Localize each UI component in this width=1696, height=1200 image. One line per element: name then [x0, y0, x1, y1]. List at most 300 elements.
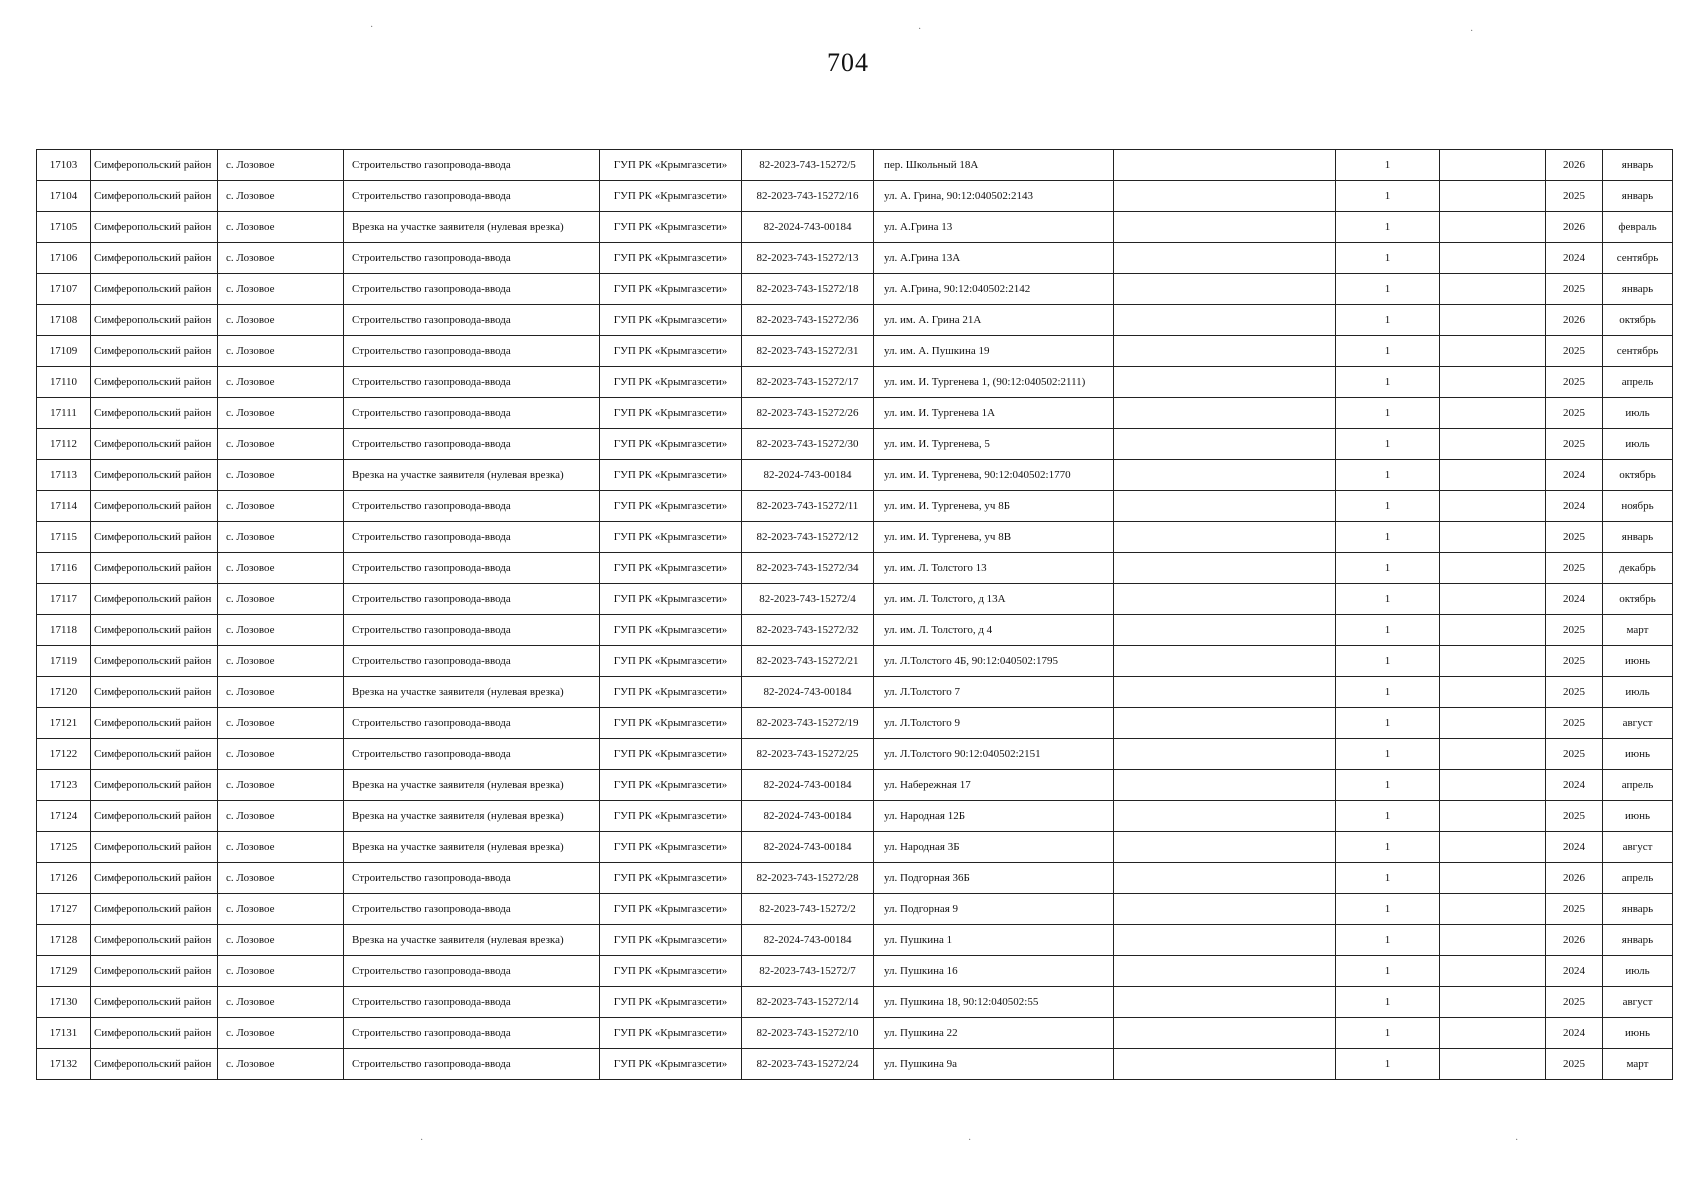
work-type-cell: Строительство газопровода-ввода: [344, 708, 600, 739]
blank-cell: [1114, 243, 1336, 274]
address-cell: ул. А. Грина, 90:12:040502:2143: [874, 181, 1114, 212]
contract-code-cell: 82-2023-743-15272/2: [742, 894, 874, 925]
blank-cell: [1114, 801, 1336, 832]
village-cell: с. Лозовое: [218, 584, 344, 615]
month-cell: январь: [1603, 181, 1673, 212]
year-cell: 2025: [1546, 367, 1603, 398]
blank-cell: [1114, 491, 1336, 522]
blank-cell: [1114, 708, 1336, 739]
address-cell: пер. Школьный 18А: [874, 150, 1114, 181]
month-cell: июль: [1603, 398, 1673, 429]
year-cell: 2025: [1546, 181, 1603, 212]
row-number: 17127: [37, 894, 91, 925]
address-cell: ул. им. И. Тургенева 1, (90:12:040502:2111): [874, 367, 1114, 398]
address-cell: ул. А.Грина 13: [874, 212, 1114, 243]
village-cell: с. Лозовое: [218, 987, 344, 1018]
month-cell: февраль: [1603, 212, 1673, 243]
blank-cell: [1114, 615, 1336, 646]
organization-cell: ГУП РК «Крымгазсети»: [600, 1049, 742, 1080]
work-type-cell: Строительство газопровода-ввода: [344, 1049, 600, 1080]
blank-cell: [1440, 956, 1546, 987]
month-cell: январь: [1603, 150, 1673, 181]
quantity-cell: 1: [1336, 801, 1440, 832]
organization-cell: ГУП РК «Крымгазсети»: [600, 274, 742, 305]
contract-code-cell: 82-2023-743-15272/10: [742, 1018, 874, 1049]
blank-cell: [1114, 1049, 1336, 1080]
district-cell: Симферопольский район: [91, 305, 218, 336]
year-cell: 2025: [1546, 553, 1603, 584]
blank-cell: [1114, 522, 1336, 553]
contract-code-cell: 82-2024-743-00184: [742, 677, 874, 708]
year-cell: 2025: [1546, 801, 1603, 832]
contract-code-cell: 82-2023-743-15272/32: [742, 615, 874, 646]
work-type-cell: Строительство газопровода-ввода: [344, 615, 600, 646]
quantity-cell: 1: [1336, 150, 1440, 181]
blank-cell: [1440, 460, 1546, 491]
quantity-cell: 1: [1336, 522, 1440, 553]
year-cell: 2024: [1546, 1018, 1603, 1049]
table-row: [37, 863, 1673, 894]
month-cell: август: [1603, 987, 1673, 1018]
table-row: [37, 522, 1673, 553]
table-row: [37, 274, 1673, 305]
blank-cell: [1440, 739, 1546, 770]
village-cell: с. Лозовое: [218, 491, 344, 522]
organization-cell: ГУП РК «Крымгазсети»: [600, 863, 742, 894]
village-cell: с. Лозовое: [218, 336, 344, 367]
address-cell: ул. Подгорная 9: [874, 894, 1114, 925]
address-cell: ул. им. Л. Толстого, д 13А: [874, 584, 1114, 615]
quantity-cell: 1: [1336, 708, 1440, 739]
table-row: [37, 1049, 1673, 1080]
village-cell: с. Лозовое: [218, 770, 344, 801]
table-row: [37, 646, 1673, 677]
month-cell: март: [1603, 615, 1673, 646]
year-cell: 2025: [1546, 398, 1603, 429]
quantity-cell: 1: [1336, 1049, 1440, 1080]
blank-cell: [1440, 243, 1546, 274]
table-row: [37, 615, 1673, 646]
organization-cell: ГУП РК «Крымгазсети»: [600, 243, 742, 274]
quantity-cell: 1: [1336, 863, 1440, 894]
blank-cell: [1114, 863, 1336, 894]
quantity-cell: 1: [1336, 367, 1440, 398]
scan-speck: ·: [420, 1135, 424, 1146]
village-cell: с. Лозовое: [218, 243, 344, 274]
work-type-cell: Строительство газопровода-ввода: [344, 429, 600, 460]
row-number: 17126: [37, 863, 91, 894]
village-cell: с. Лозовое: [218, 1018, 344, 1049]
village-cell: с. Лозовое: [218, 739, 344, 770]
month-cell: апрель: [1603, 863, 1673, 894]
work-type-cell: Строительство газопровода-ввода: [344, 987, 600, 1018]
blank-cell: [1114, 584, 1336, 615]
year-cell: 2024: [1546, 956, 1603, 987]
table-row: [37, 801, 1673, 832]
quantity-cell: 1: [1336, 274, 1440, 305]
contract-code-cell: 82-2023-743-15272/25: [742, 739, 874, 770]
month-cell: апрель: [1603, 770, 1673, 801]
address-cell: ул. им. А. Грина 21А: [874, 305, 1114, 336]
blank-cell: [1114, 429, 1336, 460]
blank-cell: [1114, 770, 1336, 801]
year-cell: 2025: [1546, 987, 1603, 1018]
address-cell: ул. им. А. Пушкина 19: [874, 336, 1114, 367]
row-number: 17112: [37, 429, 91, 460]
contract-code-cell: 82-2024-743-00184: [742, 770, 874, 801]
month-cell: июнь: [1603, 739, 1673, 770]
contract-code-cell: 82-2023-743-15272/28: [742, 863, 874, 894]
row-number: 17120: [37, 677, 91, 708]
year-cell: 2024: [1546, 584, 1603, 615]
contract-code-cell: 82-2023-743-15272/24: [742, 1049, 874, 1080]
village-cell: с. Лозовое: [218, 615, 344, 646]
address-cell: ул. А.Грина, 90:12:040502:2142: [874, 274, 1114, 305]
blank-cell: [1114, 925, 1336, 956]
organization-cell: ГУП РК «Крымгазсети»: [600, 553, 742, 584]
organization-cell: ГУП РК «Крымгазсети»: [600, 305, 742, 336]
blank-cell: [1440, 367, 1546, 398]
district-cell: Симферопольский район: [91, 832, 218, 863]
address-cell: ул. Пушкина 18, 90:12:040502:55: [874, 987, 1114, 1018]
year-cell: 2025: [1546, 429, 1603, 460]
scan-speck: ·: [968, 1135, 972, 1146]
contract-code-cell: 82-2023-743-15272/4: [742, 584, 874, 615]
village-cell: с. Лозовое: [218, 305, 344, 336]
row-number: 17103: [37, 150, 91, 181]
village-cell: с. Лозовое: [218, 677, 344, 708]
village-cell: с. Лозовое: [218, 801, 344, 832]
blank-cell: [1440, 770, 1546, 801]
district-cell: Симферопольский район: [91, 615, 218, 646]
month-cell: сентябрь: [1603, 243, 1673, 274]
quantity-cell: 1: [1336, 181, 1440, 212]
blank-cell: [1440, 336, 1546, 367]
row-number: 17108: [37, 305, 91, 336]
organization-cell: ГУП РК «Крымгазсети»: [600, 801, 742, 832]
district-cell: Симферопольский район: [91, 367, 218, 398]
blank-cell: [1440, 894, 1546, 925]
blank-cell: [1114, 894, 1336, 925]
address-cell: ул. Народная 12Б: [874, 801, 1114, 832]
work-type-cell: Строительство газопровода-ввода: [344, 243, 600, 274]
work-type-cell: Врезка на участке заявителя (нулевая врезка): [344, 925, 600, 956]
month-cell: июль: [1603, 677, 1673, 708]
quantity-cell: 1: [1336, 336, 1440, 367]
table-row: [37, 367, 1673, 398]
work-type-cell: Строительство газопровода-ввода: [344, 491, 600, 522]
contract-code-cell: 82-2023-743-15272/12: [742, 522, 874, 553]
table-row: [37, 894, 1673, 925]
month-cell: январь: [1603, 522, 1673, 553]
year-cell: 2025: [1546, 615, 1603, 646]
row-number: 17111: [37, 398, 91, 429]
work-type-cell: Врезка на участке заявителя (нулевая врезка): [344, 677, 600, 708]
organization-cell: ГУП РК «Крымгазсети»: [600, 770, 742, 801]
row-number: 17123: [37, 770, 91, 801]
village-cell: с. Лозовое: [218, 894, 344, 925]
address-cell: ул. Пушкина 1: [874, 925, 1114, 956]
address-cell: ул. Л.Толстого 90:12:040502:2151: [874, 739, 1114, 770]
contract-code-cell: 82-2023-743-15272/19: [742, 708, 874, 739]
scan-speck: ·: [1515, 1135, 1519, 1146]
register-body: [37, 150, 1673, 1080]
quantity-cell: 1: [1336, 646, 1440, 677]
work-type-cell: Строительство газопровода-ввода: [344, 1018, 600, 1049]
work-type-cell: Строительство газопровода-ввода: [344, 863, 600, 894]
blank-cell: [1440, 274, 1546, 305]
address-cell: ул. Народная 3Б: [874, 832, 1114, 863]
blank-cell: [1114, 367, 1336, 398]
quantity-cell: 1: [1336, 305, 1440, 336]
table-row: [37, 491, 1673, 522]
blank-cell: [1440, 429, 1546, 460]
district-cell: Симферопольский район: [91, 987, 218, 1018]
quantity-cell: 1: [1336, 956, 1440, 987]
row-number: 17110: [37, 367, 91, 398]
village-cell: с. Лозовое: [218, 646, 344, 677]
blank-cell: [1114, 739, 1336, 770]
table-row: [37, 1018, 1673, 1049]
work-type-cell: Строительство газопровода-ввода: [344, 553, 600, 584]
address-cell: ул. Пушкина 22: [874, 1018, 1114, 1049]
contract-code-cell: 82-2023-743-15272/18: [742, 274, 874, 305]
row-number: 17115: [37, 522, 91, 553]
address-cell: ул. им. И. Тургенева, уч 8Б: [874, 491, 1114, 522]
row-number: 17122: [37, 739, 91, 770]
work-type-cell: Строительство газопровода-ввода: [344, 305, 600, 336]
blank-cell: [1114, 956, 1336, 987]
blank-cell: [1114, 987, 1336, 1018]
village-cell: с. Лозовое: [218, 398, 344, 429]
year-cell: 2025: [1546, 894, 1603, 925]
organization-cell: ГУП РК «Крымгазсети»: [600, 460, 742, 491]
organization-cell: ГУП РК «Крымгазсети»: [600, 925, 742, 956]
contract-code-cell: 82-2024-743-00184: [742, 801, 874, 832]
district-cell: Симферопольский район: [91, 1018, 218, 1049]
work-type-cell: Строительство газопровода-ввода: [344, 274, 600, 305]
blank-cell: [1440, 553, 1546, 584]
month-cell: март: [1603, 1049, 1673, 1080]
month-cell: ноябрь: [1603, 491, 1673, 522]
work-type-cell: Строительство газопровода-ввода: [344, 522, 600, 553]
year-cell: 2025: [1546, 677, 1603, 708]
contract-code-cell: 82-2023-743-15272/14: [742, 987, 874, 1018]
month-cell: октябрь: [1603, 305, 1673, 336]
blank-cell: [1114, 274, 1336, 305]
organization-cell: ГУП РК «Крымгазсети»: [600, 150, 742, 181]
district-cell: Симферопольский район: [91, 646, 218, 677]
blank-cell: [1440, 1018, 1546, 1049]
quantity-cell: 1: [1336, 429, 1440, 460]
village-cell: с. Лозовое: [218, 274, 344, 305]
row-number: 17125: [37, 832, 91, 863]
quantity-cell: 1: [1336, 212, 1440, 243]
table-row: [37, 677, 1673, 708]
month-cell: июль: [1603, 429, 1673, 460]
quantity-cell: 1: [1336, 553, 1440, 584]
district-cell: Симферопольский район: [91, 739, 218, 770]
organization-cell: ГУП РК «Крымгазсети»: [600, 646, 742, 677]
organization-cell: ГУП РК «Крымгазсети»: [600, 1018, 742, 1049]
address-cell: ул. Л.Толстого 9: [874, 708, 1114, 739]
blank-cell: [1114, 553, 1336, 584]
village-cell: с. Лозовое: [218, 1049, 344, 1080]
month-cell: июнь: [1603, 646, 1673, 677]
work-type-cell: Врезка на участке заявителя (нулевая врезка): [344, 801, 600, 832]
blank-cell: [1114, 460, 1336, 491]
address-cell: ул. им. И. Тургенева, уч 8В: [874, 522, 1114, 553]
work-type-cell: Строительство газопровода-ввода: [344, 181, 600, 212]
table-row: [37, 708, 1673, 739]
contract-code-cell: 82-2023-743-15272/21: [742, 646, 874, 677]
table-row: [37, 832, 1673, 863]
work-type-cell: Врезка на участке заявителя (нулевая врезка): [344, 212, 600, 243]
contract-code-cell: 82-2024-743-00184: [742, 925, 874, 956]
quantity-cell: 1: [1336, 615, 1440, 646]
blank-cell: [1440, 801, 1546, 832]
table-row: [37, 553, 1673, 584]
blank-cell: [1440, 863, 1546, 894]
contract-code-cell: 82-2023-743-15272/7: [742, 956, 874, 987]
contract-code-cell: 82-2023-743-15272/13: [742, 243, 874, 274]
quantity-cell: 1: [1336, 832, 1440, 863]
address-cell: ул. Л.Толстого 4Б, 90:12:040502:1795: [874, 646, 1114, 677]
month-cell: июнь: [1603, 1018, 1673, 1049]
quantity-cell: 1: [1336, 398, 1440, 429]
blank-cell: [1440, 925, 1546, 956]
row-number: 17104: [37, 181, 91, 212]
address-cell: ул. Пушкина 16: [874, 956, 1114, 987]
month-cell: декабрь: [1603, 553, 1673, 584]
district-cell: Симферопольский район: [91, 584, 218, 615]
row-number: 17113: [37, 460, 91, 491]
district-cell: Симферопольский район: [91, 243, 218, 274]
contract-code-cell: 82-2023-743-15272/5: [742, 150, 874, 181]
district-cell: Симферопольский район: [91, 1049, 218, 1080]
contract-code-cell: 82-2024-743-00184: [742, 460, 874, 491]
table-row: [37, 212, 1673, 243]
year-cell: 2024: [1546, 460, 1603, 491]
village-cell: с. Лозовое: [218, 181, 344, 212]
work-type-cell: Строительство газопровода-ввода: [344, 646, 600, 677]
organization-cell: ГУП РК «Крымгазсети»: [600, 956, 742, 987]
month-cell: январь: [1603, 274, 1673, 305]
village-cell: с. Лозовое: [218, 429, 344, 460]
blank-cell: [1440, 398, 1546, 429]
row-number: 17128: [37, 925, 91, 956]
address-cell: ул. А.Грина 13А: [874, 243, 1114, 274]
work-type-cell: Строительство газопровода-ввода: [344, 739, 600, 770]
blank-cell: [1114, 181, 1336, 212]
village-cell: с. Лозовое: [218, 367, 344, 398]
row-number: 17105: [37, 212, 91, 243]
district-cell: Симферопольский район: [91, 770, 218, 801]
organization-cell: ГУП РК «Крымгазсети»: [600, 832, 742, 863]
year-cell: 2026: [1546, 863, 1603, 894]
month-cell: апрель: [1603, 367, 1673, 398]
quantity-cell: 1: [1336, 739, 1440, 770]
organization-cell: ГУП РК «Крымгазсети»: [600, 615, 742, 646]
organization-cell: ГУП РК «Крымгазсети»: [600, 987, 742, 1018]
year-cell: 2026: [1546, 150, 1603, 181]
district-cell: Симферопольский район: [91, 212, 218, 243]
year-cell: 2025: [1546, 522, 1603, 553]
blank-cell: [1440, 677, 1546, 708]
quantity-cell: 1: [1336, 1018, 1440, 1049]
quantity-cell: 1: [1336, 987, 1440, 1018]
contract-code-cell: 82-2023-743-15272/31: [742, 336, 874, 367]
blank-cell: [1440, 491, 1546, 522]
blank-cell: [1440, 615, 1546, 646]
table-row: [37, 460, 1673, 491]
district-cell: Симферопольский район: [91, 956, 218, 987]
table-row: [37, 429, 1673, 460]
year-cell: 2026: [1546, 925, 1603, 956]
organization-cell: ГУП РК «Крымгазсети»: [600, 212, 742, 243]
work-type-cell: Строительство газопровода-ввода: [344, 150, 600, 181]
year-cell: 2025: [1546, 336, 1603, 367]
month-cell: июнь: [1603, 801, 1673, 832]
work-type-cell: Строительство газопровода-ввода: [344, 584, 600, 615]
year-cell: 2026: [1546, 212, 1603, 243]
quantity-cell: 1: [1336, 491, 1440, 522]
row-number: 17109: [37, 336, 91, 367]
year-cell: 2025: [1546, 274, 1603, 305]
quantity-cell: 1: [1336, 770, 1440, 801]
contract-code-cell: 82-2023-743-15272/36: [742, 305, 874, 336]
district-cell: Симферопольский район: [91, 553, 218, 584]
row-number: 17132: [37, 1049, 91, 1080]
organization-cell: ГУП РК «Крымгазсети»: [600, 181, 742, 212]
district-cell: Симферопольский район: [91, 894, 218, 925]
year-cell: 2026: [1546, 305, 1603, 336]
district-cell: Симферопольский район: [91, 398, 218, 429]
blank-cell: [1114, 150, 1336, 181]
row-number: 17129: [37, 956, 91, 987]
work-type-cell: Строительство газопровода-ввода: [344, 894, 600, 925]
village-cell: с. Лозовое: [218, 925, 344, 956]
month-cell: октябрь: [1603, 584, 1673, 615]
organization-cell: ГУП РК «Крымгазсети»: [600, 429, 742, 460]
blank-cell: [1440, 584, 1546, 615]
year-cell: 2025: [1546, 708, 1603, 739]
month-cell: январь: [1603, 925, 1673, 956]
contract-code-cell: 82-2023-743-15272/17: [742, 367, 874, 398]
address-cell: ул. Л.Толстого 7: [874, 677, 1114, 708]
month-cell: сентябрь: [1603, 336, 1673, 367]
contract-code-cell: 82-2024-743-00184: [742, 212, 874, 243]
address-cell: ул. Набережная 17: [874, 770, 1114, 801]
organization-cell: ГУП РК «Крымгазсети»: [600, 894, 742, 925]
blank-cell: [1440, 305, 1546, 336]
work-type-cell: Строительство газопровода-ввода: [344, 367, 600, 398]
village-cell: с. Лозовое: [218, 956, 344, 987]
table-row: [37, 305, 1673, 336]
table-row: [37, 336, 1673, 367]
row-number: 17106: [37, 243, 91, 274]
year-cell: 2025: [1546, 646, 1603, 677]
year-cell: 2024: [1546, 770, 1603, 801]
district-cell: Симферопольский район: [91, 150, 218, 181]
organization-cell: ГУП РК «Крымгазсети»: [600, 522, 742, 553]
organization-cell: ГУП РК «Крымгазсети»: [600, 708, 742, 739]
organization-cell: ГУП РК «Крымгазсети»: [600, 367, 742, 398]
year-cell: 2025: [1546, 739, 1603, 770]
village-cell: с. Лозовое: [218, 863, 344, 894]
blank-cell: [1114, 398, 1336, 429]
blank-cell: [1440, 1049, 1546, 1080]
